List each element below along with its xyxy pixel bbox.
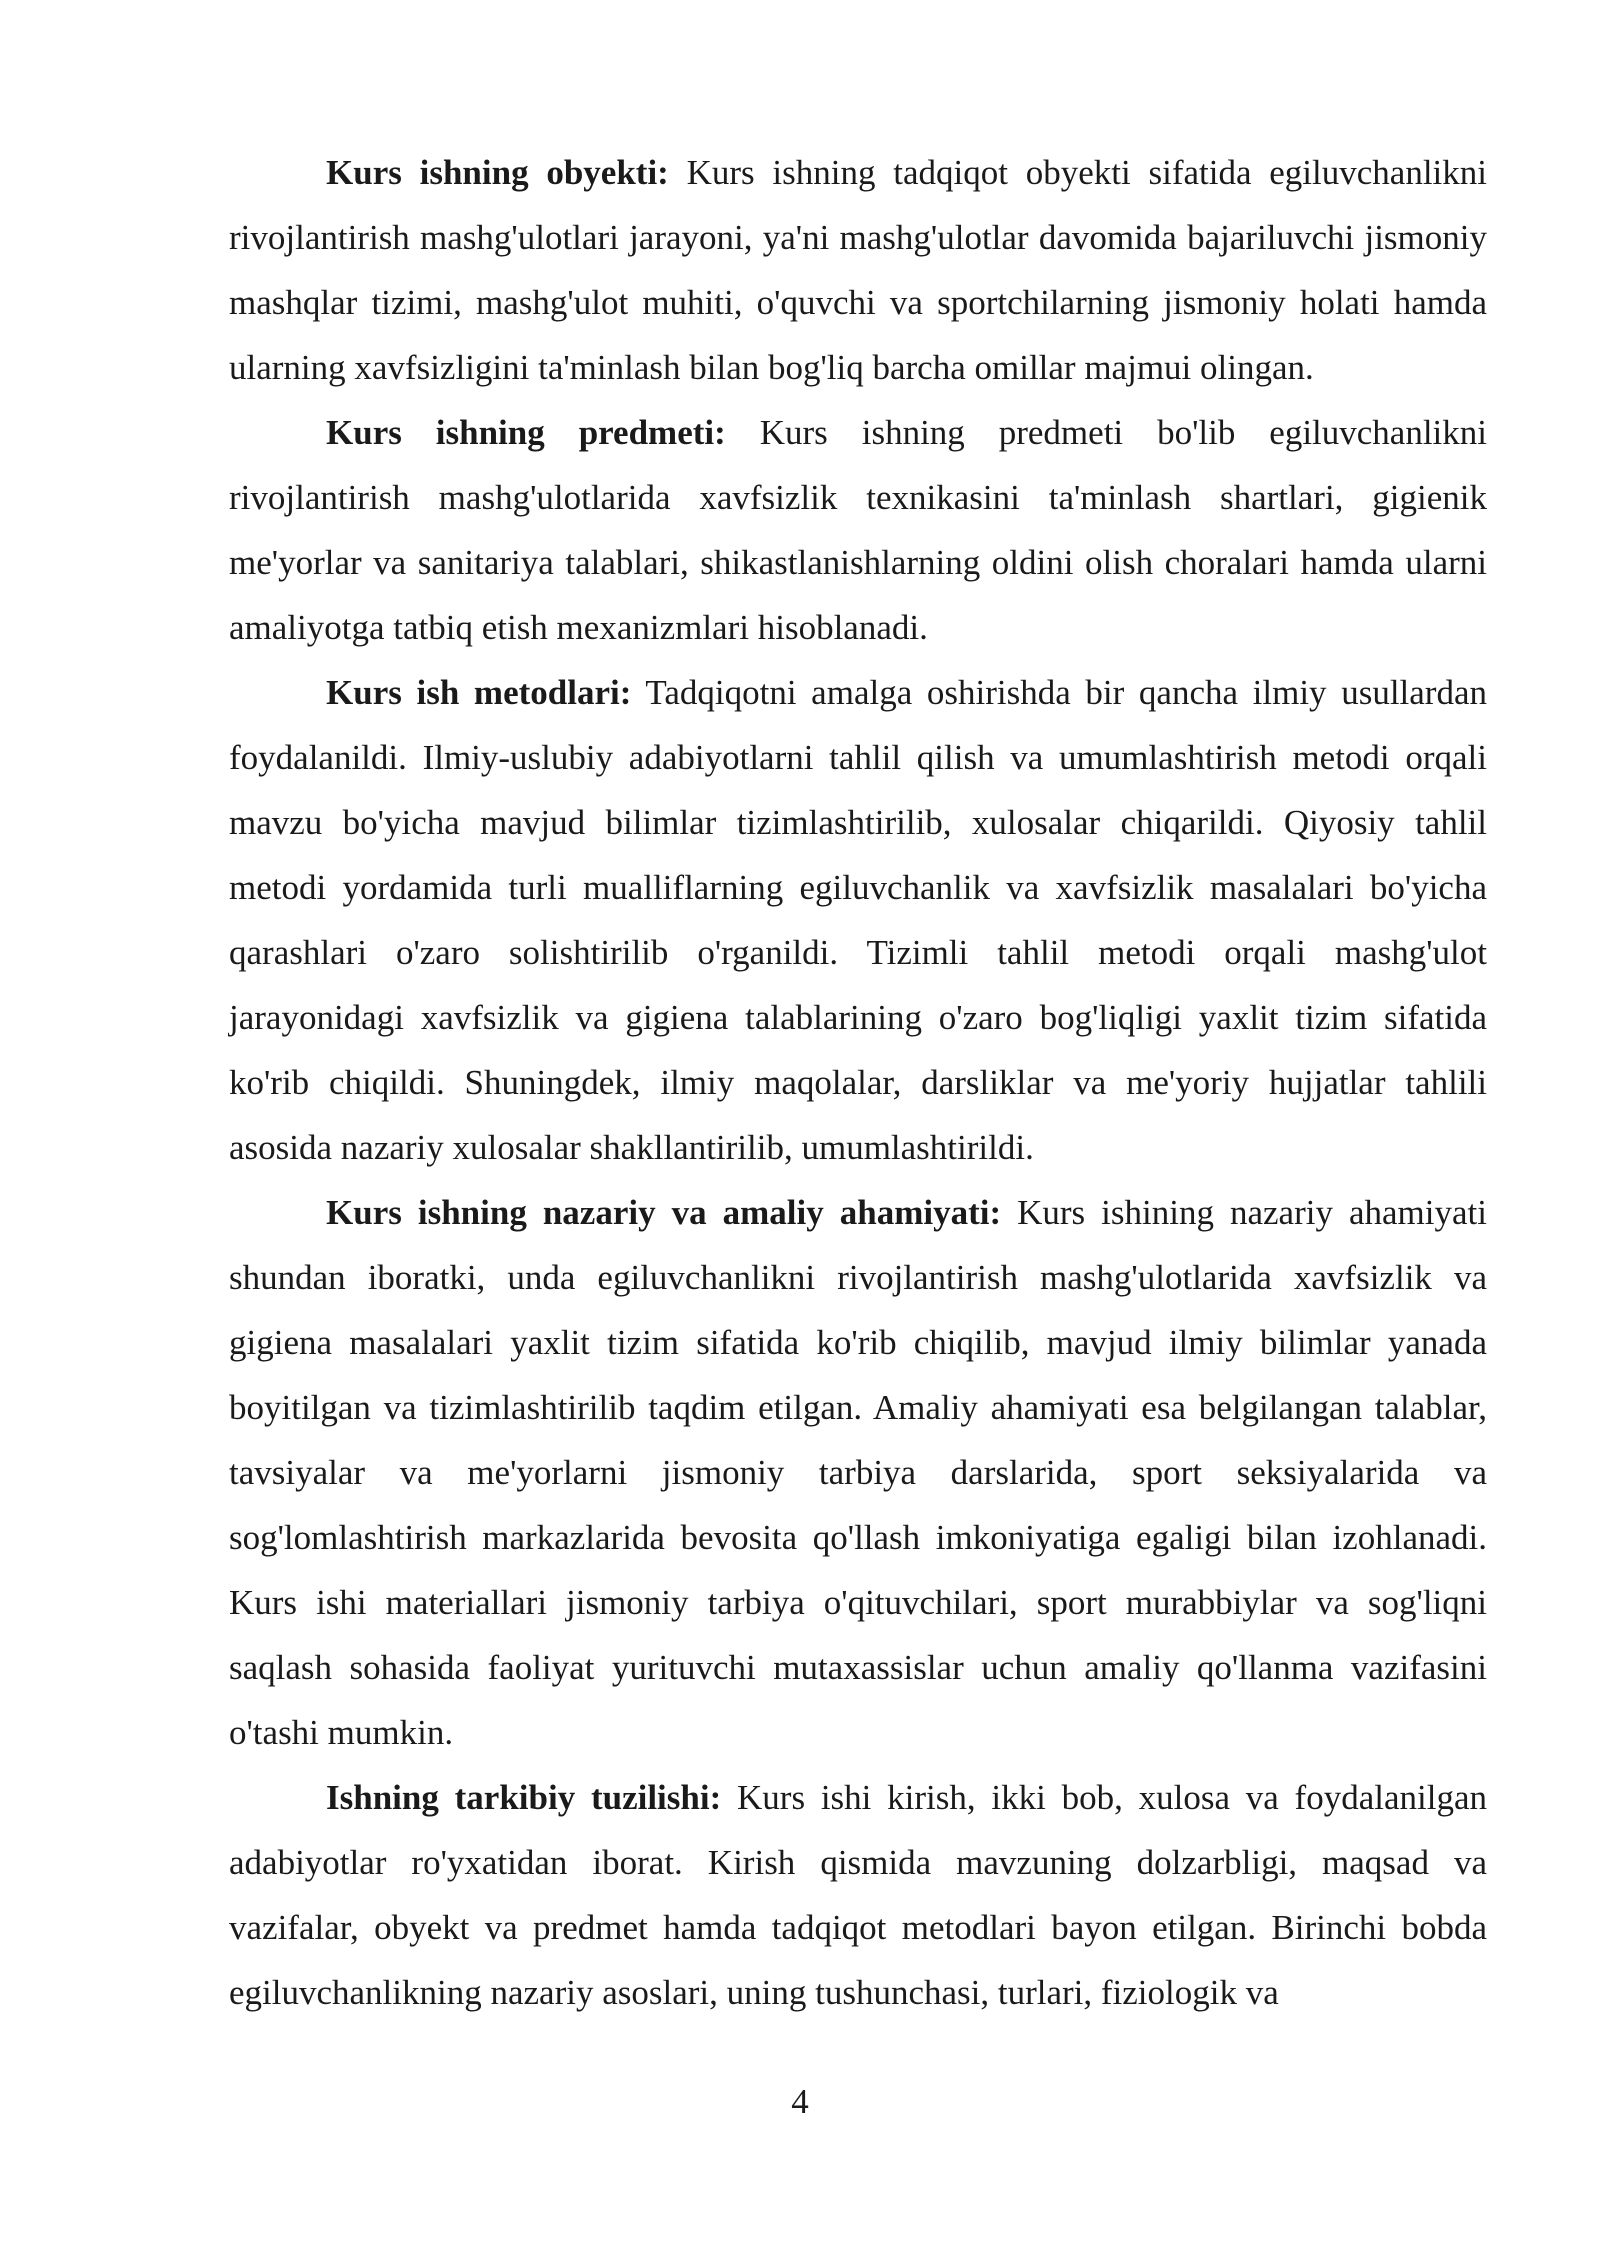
paragraph-heading: Kurs ish metodlari:	[326, 673, 632, 712]
paragraph-methods	[229, 660, 1487, 1180]
paragraph-structure	[229, 1765, 1487, 2025]
paragraph-heading: Kurs ishning obyekti:	[326, 153, 669, 192]
page-number: 4	[791, 2082, 809, 2121]
paragraph-subject	[229, 400, 1487, 660]
paragraph-body: Kurs ishning tadqiqot obyekti sifatida egiluvchanlikni rivojlantirish mashg'ulotlari jarayoni, ya'ni mashg'ulotlar davomida bajariluvchi jismoniy mashqlar tizimi, mashg'ulot muhiti, o'quvchi va sportchilarning jismoniy holati hamda ularning xavfsizligini ta'minlash bilan bog'liq barcha omillar majmui olingan.	[229, 153, 1487, 387]
paragraph-heading: Kurs ishning nazariy va amaliy ahamiyati:	[326, 1193, 1002, 1232]
paragraph-body: Tadqiqotni amalga oshirishda bir qancha ilmiy usullardan foydalanildi. Ilmiy-uslubiy adabiyotlarni tahlil qilish va umumlashtirish metodi orqali mavzu bo'yicha mavjud bilimlar tizimlashtirilib, xulosalar chiqarildi. Qiyosiy tahlil metodi yordamida turli mualliflarning egiluvchanlik va xavfsizlik masalalari bo'yicha qarashlari o'zaro solishtirilib o'rganildi. Tizimli tahlil metodi orqali mashg'ulot jarayonidagi xavfsizlik va gigiena talablarining o'zaro bog'liqligi yaxlit tizim sifatida ko'rib chiqildi. Shuningdek, ilmiy maqolalar, darsliklar va me'yoriy hujjatlar tahlili asosida nazariy xulosalar shakllantirilib, umumlashtirildi.	[229, 673, 1487, 1167]
paragraph-heading: Kurs ishning predmeti:	[326, 413, 726, 452]
paragraph-heading: Ishning tarkibiy tuzilishi:	[326, 1778, 722, 1817]
paragraph-body: Kurs ishning predmeti bo'lib egiluvchanlikni rivojlantirish mashg'ulotlarida xavfsizlik texnikasini ta'minlash shartlari, gigienik me'yorlar va sanitariya talablari, shikastlanishlarning oldini olish choralari hamda ularni amaliyotga tatbiq etish mexanizmlari hisoblanadi.	[229, 413, 1488, 647]
paragraph-body: Kurs ishi kirish, ikki bob, xulosa va foydalanilgan adabiyotlar ro'yxatidan iborat. Kirish qismida mavzuning dolzarbligi, maqsad va vazifalar, obyekt va predmet hamda tadqiqot metodlari bayon etilgan. Birinchi bobda egiluvchanlikning nazariy asoslari, uning tushunchasi, turlari, fiziologik va	[229, 1778, 1487, 2012]
paragraph-object	[229, 140, 1487, 400]
body-text	[229, 140, 1487, 2025]
paragraph-body: Kurs ishining nazariy ahamiyati shundan iboratki, unda egiluvchanlikni rivojlantirish mashg'ulotlarida xavfsizlik va gigiena masalalari yaxlit tizim sifatida ko'rib chiqilib, mavjud ilmiy bilimlar yanada boyitilgan va tizimlashtirilib taqdim etilgan. Amaliy ahamiyati esa belgilangan talablar, tavsiyalar va me'yorlarni jismoniy tarbiya darslarida, sport seksiyalarida va sog'lomlashtirish markazlarida bevosita qo'llash imkoniyatiga egaligi bilan izohlanadi. Kurs ishi materiallari jismoniy tarbiya o'qituvchilari, sport murabbiylar va sog'liqni saqlash sohasida faoliyat yurituvchi mutaxassislar uchun amaliy qo'llanma vazifasini o'tashi mumkin.	[229, 1193, 1487, 1752]
paragraph-significance	[229, 1180, 1487, 1765]
